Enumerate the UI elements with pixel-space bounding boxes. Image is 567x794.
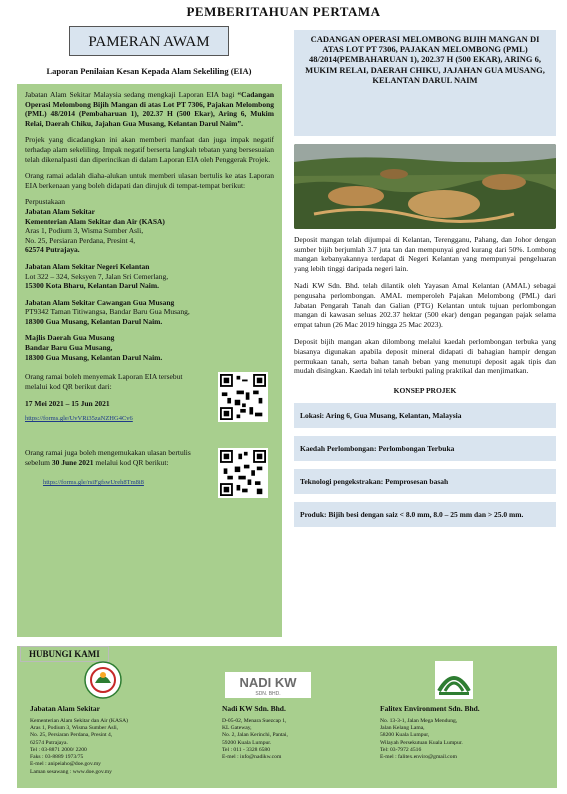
intro-project-name: “Cadangan Operasi Melombong Bijih Mangan di atas Lot PT 7306, Pajakan Melombong (PML) 48/2014 (Pembaharuan 1), 202.37 H (500 Ekar), Aring 6, Mukim Relai, Daerah Chiku, Jajahan Gua Musang, Kelantan Darul Naim”. xyxy=(25,90,274,128)
address-line: PT9342 Taman Titiwangsa, Bandar Baru Gua Musang, xyxy=(25,307,190,317)
contact-name: Jabatan Alam Sekitar xyxy=(30,704,101,713)
contact-line: Jalan Kelang Lama, xyxy=(380,725,425,732)
doe-logo xyxy=(84,661,122,699)
falitex-logo-icon xyxy=(435,661,473,699)
contact-website[interactable]: Laman sesawang : www.doe.gov.my xyxy=(30,768,112,775)
konsep-heading: KONSEP PROJEK xyxy=(393,385,457,395)
contact-falitex xyxy=(380,704,552,761)
address-library xyxy=(25,197,274,255)
concept-product: Produk: Bijih besi dengan saiz < 8.0 mm, 8.0 – 25 mm dan > 25.0 mm. xyxy=(294,502,556,527)
address-line: Majlis Daerah Gua Musang xyxy=(25,333,115,343)
contact-email[interactable]: E-mel : falitex.enviro@gmail.com xyxy=(380,754,457,761)
left-header xyxy=(17,26,281,76)
address-line: Jabatan Alam Sekitar Cawangan Gua Musang xyxy=(25,297,175,307)
right-column xyxy=(294,30,556,535)
nadi-kw-logo-subtext: SDN. BHD. xyxy=(255,691,281,697)
intro-text: Jabatan Alam Sekitar Malaysia sedang mengkaji Laporan EIA bagi xyxy=(25,90,238,99)
address-line: Bandar Baru Gua Musang, xyxy=(25,343,113,353)
contact-line: 59200 Kuala Lumpur. xyxy=(222,739,272,746)
qr-review-text: Orang ramai boleh menyemak Laporan EIA tersebut melalui kod QR berikut dari: xyxy=(25,372,183,391)
address-gua-musang xyxy=(25,298,274,327)
qr-comment-text xyxy=(25,448,205,467)
qr-review-link[interactable]: https://forms.gle/UvVRi35zaNZHG4Cv6 xyxy=(25,415,133,423)
mine-site-photo xyxy=(294,144,556,229)
qr-comment-deadline: 30 June 2021 xyxy=(51,457,94,467)
contact-line: 62574 Putrajaya. xyxy=(30,739,68,746)
contact-line: D-05-02, Menara Suezcap 1, xyxy=(222,717,287,724)
contact-name: Nadi KW Sdn. Bhd. xyxy=(222,704,286,713)
address-line: 18300 Gua Musang, Kelantan Darul Naim. xyxy=(25,316,163,326)
operator-paragraph: Nadi KW Sdn. Bhd. telah dilantik oleh Yayasan Amal Kelantan (AMAL) sebagai pengusaha perlombongan. AMAL memperoleh Pajakan Melombong (PML) dari Jabatan Pengarah Tanah dan Galian (PTG) Kelantan untuk tujuan perlombongan mangan di kawasan seluas 202.37 hektar (500 ekar) dengan pegangan pajak selama empat tahun (26 Mac 2019 hingga 25 Mac 2023). xyxy=(294,281,556,329)
contact-line: Wilayah Persekutuan Kuala Lumpur. xyxy=(380,739,463,746)
contact-phone: Tel: 03-7972 4516 xyxy=(380,746,422,753)
qr-comment-link[interactable]: https://forms.gle/rsiFgfswUreh8Tm8i8 xyxy=(43,479,144,487)
contact-heading: HUBUNGI KAMI xyxy=(20,646,109,662)
eia-subtitle: Laporan Penilaian Kesan Kepada Alam Sekeliling (EIA) xyxy=(46,66,252,76)
falitex-logo xyxy=(435,661,473,699)
qr-comment-text-post: melalui kod QR berikut: xyxy=(93,457,169,467)
contact-name: Falitex Environment Sdn. Bhd. xyxy=(380,704,480,713)
nadi-kw-logo-text: NADI KW xyxy=(239,675,297,690)
intro-paragraph xyxy=(25,90,274,128)
contact-line: No. 25, Persiaran Perdana, Presint 4, xyxy=(30,732,113,739)
nadi-kw-logo-icon xyxy=(225,672,311,698)
deposit-paragraph: Deposit mangan telah dijumpai di Kelantan, Terengganu, Pahang, dan Johor dengan sumber bijih berjumlah 3.7 juta tan dan mempunyai gred kurang dari 50%. Lombong mangan kebanyakannya terdapat di Negeri Kelantan yang mempunyai pengeluaran yang lebih tinggi daripada negeri lain. xyxy=(294,235,556,273)
contact-phone: Tel : 03-8871 2000/ 2200 xyxy=(30,746,87,753)
method-paragraph: Deposit bijih mangan akan dilombong melalui kaedah perlombongan terbuka yang biasanya digunakan apabila deposit mineral didapati di bahagian hampir dengan permukaan tanah, serta bahan tanah beban yang menutupi deposit agak tipis dan mudah disingkan. Kaedah ini telah terbukti paling praktikal dan menjimatkan. xyxy=(294,337,556,376)
address-line: No. 25, Persiaran Perdana, Presint 4, xyxy=(25,235,136,245)
contact-email[interactable]: E-mel : anipeiaho@doe.gov.my xyxy=(30,761,101,768)
qr-code-review[interactable] xyxy=(218,372,268,422)
invite-paragraph: Orang ramai adalah diaha-alukan untuk memberi ulasan bertulis ke atas Laporan EIA berkenaan yang boleh didapati dan dirujuk di tempat-tempat berikut: xyxy=(25,171,274,190)
page-title: PEMBERITAHUAN PERTAMA xyxy=(186,4,381,19)
doe-logo-icon xyxy=(84,661,122,699)
address-line: Aras 1, Podium 3, Wisma Sumber Asli, xyxy=(25,226,144,236)
contact-nadi-kw xyxy=(222,704,362,761)
project-description xyxy=(294,235,556,376)
contact-line: Aras 1, Podium 3, Wisma Sumber Asli, xyxy=(30,725,119,732)
nadi-kw-logo xyxy=(225,672,311,698)
contact-line: KL Gateway, xyxy=(222,725,252,732)
project-title: CADANGAN OPERASI MELOMBONG BIJIH MANGAN DI ATAS LOT PT 7306, PAJAKAN MELOMBONG (PML) 48/2014(PEMBAHARUAN 1), 202.37 H (500 EKAR), ARING 6, MUKIM RELAI, DAERAH CHIKU, JAJAHAN GUA MUSANG, KELANTAN DARUL NAIM xyxy=(294,30,556,136)
aerial-photo-image xyxy=(294,144,556,229)
contact-line: No. 13-3-1, Jalan Mega Mendung, xyxy=(380,717,458,724)
address-line: 62574 Putrajaya. xyxy=(25,245,80,255)
contact-line: 58200 Kuala Lumpur, xyxy=(380,732,430,739)
pameran-awam-box: PAMERAN AWAM xyxy=(69,26,229,56)
contact-fax: Faks : 03-8889 1973/75 xyxy=(30,754,84,761)
address-line: Jabatan Alam Sekitar Negeri Kelantan xyxy=(25,261,150,271)
contact-line: Kementerian Alam Sekitar dan Air (KASA) xyxy=(30,717,129,724)
qr-comment-section xyxy=(25,448,274,512)
contact-phone: Tel : 011 - 3328 6580 xyxy=(222,746,271,753)
contact-line: No. 2, Jalan Kerinchi, Pantai, xyxy=(222,732,288,739)
concept-extraction-tech: Teknologi pengekstrakan: Pemprosesan basah xyxy=(294,469,556,494)
contact-doe xyxy=(30,704,200,776)
address-line: 18300 Gua Musang, Kelantan Darul Naim. xyxy=(25,352,163,362)
qr-comment-text-pre: Orang ramai juga boleh mengemukakan ulasan bertulis sebelum xyxy=(25,448,191,467)
address-line: Kementerian Alam Sekitar dan Air (KASA) xyxy=(25,216,165,226)
concept-mining-method: Kaedah Perlombongan: Perlombongan Terbuka xyxy=(294,436,556,461)
qr-code-icon xyxy=(220,450,266,496)
concept-location: Lokasi: Aring 6, Gua Musang, Kelantan, Malaysia xyxy=(294,403,556,428)
impact-paragraph: Projek yang dicadangkan ini akan memberi manfaat dan juga impak negatif terhadap alam sekeliling. Impak negatif berserta langkah tebatan yang bersesuaian telah dikenalpasti dan diperincikan di dalam Laporan EIA oleh Penggerak Projek. xyxy=(25,135,274,164)
contact-email[interactable]: E-mel : info@nadikw.com xyxy=(222,754,282,761)
notice-panel xyxy=(17,84,282,637)
qr-code-comment[interactable] xyxy=(218,448,268,498)
address-majlis xyxy=(25,333,274,362)
address-kelantan xyxy=(25,262,274,291)
address-line: Perpustakaan xyxy=(25,197,65,207)
address-line: Jabatan Alam Sekitar xyxy=(25,206,96,216)
address-line: Lot 322 – 324, Seksyen 7, Jalan Sri Cemerlang, xyxy=(25,271,169,281)
qr-code-icon xyxy=(220,374,266,420)
address-line: 15300 Kota Bharu, Kelantan Darul Naim. xyxy=(25,281,159,291)
qr-review-section xyxy=(25,372,274,436)
qr-review-dates: 17 Mei 2021 – 15 Jun 2021 xyxy=(25,399,110,409)
